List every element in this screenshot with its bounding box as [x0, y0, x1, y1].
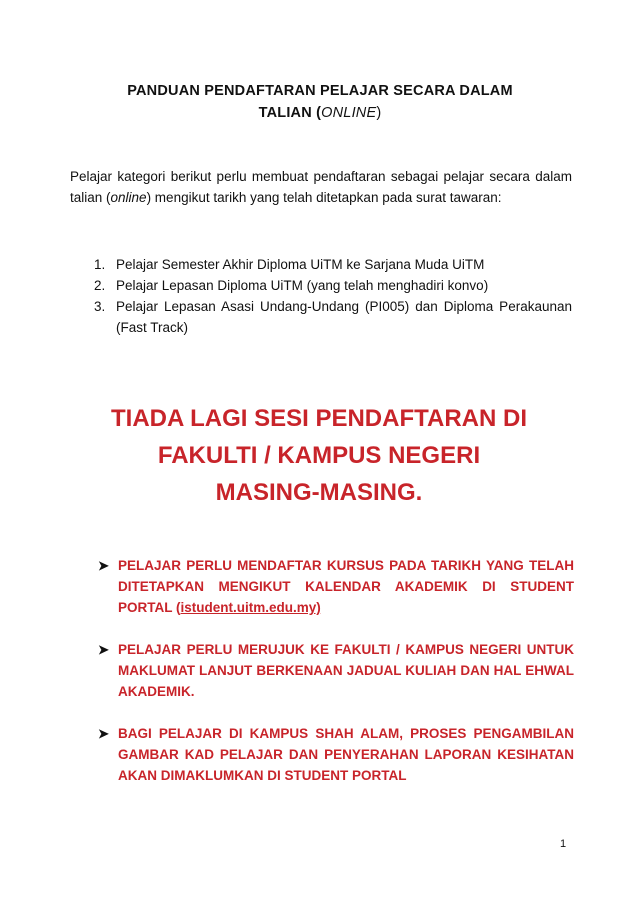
- bullet-list: [98, 555, 574, 807]
- list-item-text: Pelajar Semester Akhir Diploma UiTM ke Sarjana Muda UiTM: [116, 257, 485, 272]
- list-item-number: 2.: [94, 278, 106, 293]
- list-item: [94, 296, 572, 338]
- notice-heading: [60, 400, 578, 511]
- arrow-bullet-icon: ➤: [98, 726, 109, 741]
- intro-paragraph: [70, 166, 572, 208]
- intro-part-1: Pelajar kategori berikut perlu membuat pendaftaran sebagai pelajar secara dalam talian (: [70, 169, 572, 205]
- intro-online: online: [110, 190, 147, 205]
- bullet-item: [98, 555, 574, 618]
- list-item-number: 1.: [94, 257, 106, 272]
- document-title: [70, 80, 570, 124]
- arrow-bullet-icon: ➤: [98, 642, 109, 657]
- title-line-2-suffix: ): [376, 105, 382, 121]
- arrow-bullet-icon: ➤: [98, 558, 109, 573]
- bullet-item: [98, 639, 574, 702]
- title-line-2-prefix: TALIAN (: [258, 105, 322, 121]
- list-item: [94, 254, 572, 275]
- list-item: [94, 275, 572, 296]
- bullet-item: [98, 723, 574, 786]
- intro-part-2: ) mengikut tarikh yang telah ditetapkan pada surat tawaran:: [146, 190, 502, 205]
- notice-line-3: MASING-MASING.: [215, 479, 423, 506]
- bullet-text: [118, 555, 574, 618]
- page-number: 1: [560, 838, 567, 850]
- bullet-1-text: PELAJAR PERLU MENDAFTAR KURSUS PADA TARIKH YANG TELAH DITETAPKAN MENGIKUT KALENDAR AKADEMIK DI STUDENT PORTAL (: [118, 558, 574, 615]
- list-item-text: Pelajar Lepasan Asasi Undang-Undang (PI005) dan Diploma Perakaunan (Fast Track): [116, 299, 572, 335]
- title-line-1: PANDUAN PENDAFTARAN PELAJAR SECARA DALAM: [127, 83, 513, 99]
- title-line-2: [70, 102, 570, 124]
- notice-line-2: FAKULTI / KAMPUS NEGERI: [157, 442, 481, 469]
- bullet-3-text: BAGI PELAJAR DI KAMPUS SHAH ALAM, PROSES PENGAMBILAN GAMBAR KAD PELAJAR DAN PENYERAHAN LAPORAN KESIHATAN AKAN DIMAKLUMKAN DI STUDENT PORTAL: [118, 726, 574, 783]
- list-item-text: Pelajar Lepasan Diploma UiTM (yang telah menghadiri konvo): [116, 278, 489, 293]
- list-item-number: 3.: [94, 299, 106, 314]
- notice-line-1: TIADA LAGI SESI PENDAFTARAN DI: [110, 405, 527, 432]
- student-portal-link[interactable]: istudent.uitm.edu.my): [180, 600, 321, 615]
- numbered-list: [94, 254, 572, 338]
- title-online: ONLINE: [321, 105, 377, 121]
- bullet-2-text: PELAJAR PERLU MERUJUK KE FAKULTI / KAMPUS NEGERI UNTUK MAKLUMAT LANJUT BERKENAAN JADUAL KULIAH DAN HAL EHWAL AKADEMIK.: [118, 642, 574, 699]
